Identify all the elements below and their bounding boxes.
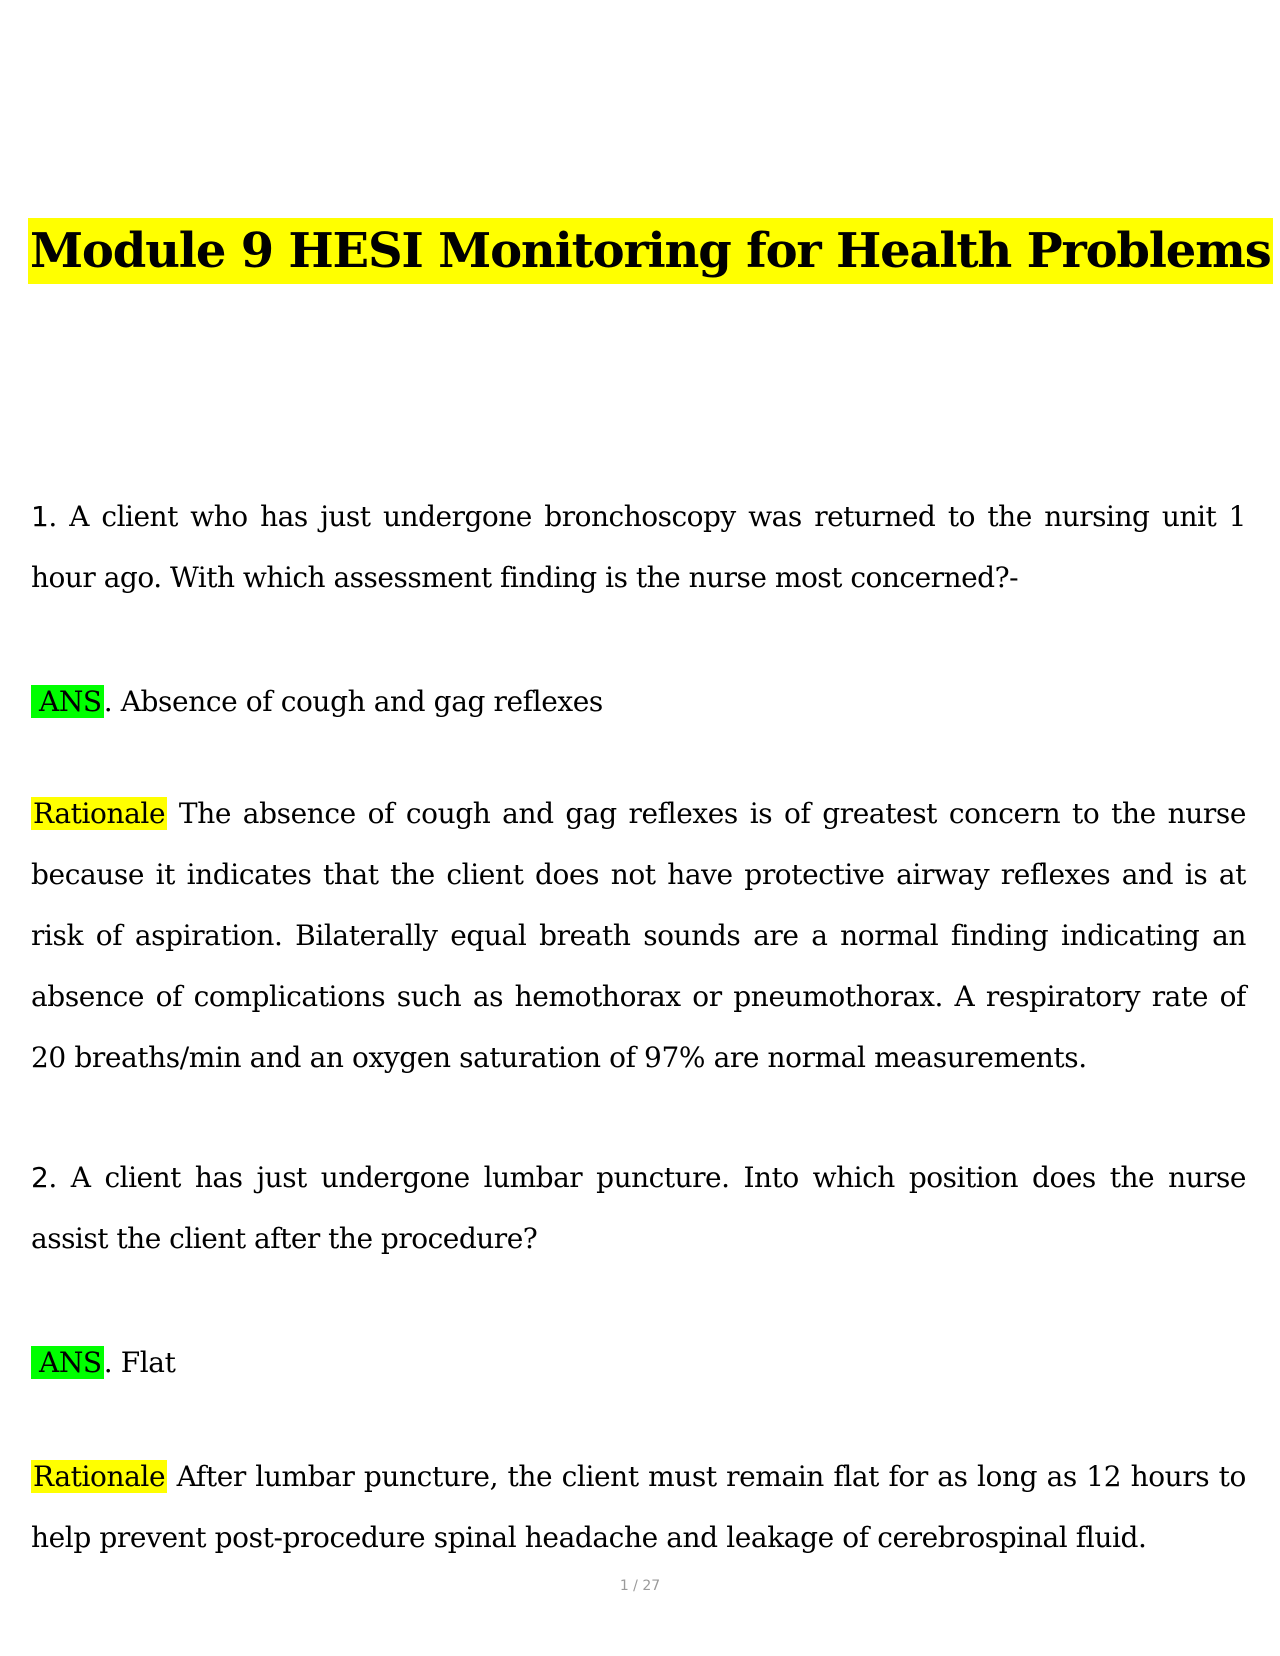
title-block [28, 218, 1271, 284]
page-title: Module 9 HESI Monitoring for Health Problems [28, 218, 1273, 284]
question-2 [31, 1147, 1246, 1269]
ans-label-2: ANS [31, 1346, 104, 1379]
rationale-1 [31, 783, 1246, 1088]
answer-1-text: . Absence of cough and gag reflexes [103, 685, 603, 718]
question-2-text: . A client has just undergone lumbar puncture. Into which position does the nurse assist the client after the procedure? [31, 1161, 1246, 1255]
rationale-label-2: Rationale [33, 1460, 166, 1493]
ans-label-1: ANS [31, 685, 104, 718]
answer-2-text: . Flat [103, 1346, 176, 1379]
rationale-2-text: After lumbar puncture, the client must remain flat for as long as 12 hours to help prevent post-procedure spinal headache and leakage of cerebrospinal fluid. [31, 1460, 1246, 1554]
answer-1 [31, 671, 1246, 732]
rationale-1-text: The absence of cough and gag reflexes is of greatest concern to the nurse because it indicates that the client does not have protective airway reflexes and is at risk of aspiration. Bilaterally equal breath sounds are a normal finding indicating an absence of complications such as hemothorax or pneumothorax. A respiratory rate of 20 breaths/min and an oxygen saturation of 97% are normal measurements. [31, 797, 1246, 1074]
question-2-number: 2 [31, 1161, 49, 1194]
answer-2 [31, 1332, 1246, 1393]
page-indicator: 1 / 27 [619, 1578, 661, 1594]
question-1-number: 1 [31, 500, 49, 533]
rationale-label-1: Rationale [33, 797, 166, 830]
question-1-text: . A client who has just undergone bronchoscopy was returned to the nursing unit 1 hour ago. With which assessment finding is the nurse most concerned?- [31, 500, 1246, 594]
rationale-2 [31, 1446, 1246, 1568]
question-1 [31, 486, 1246, 608]
